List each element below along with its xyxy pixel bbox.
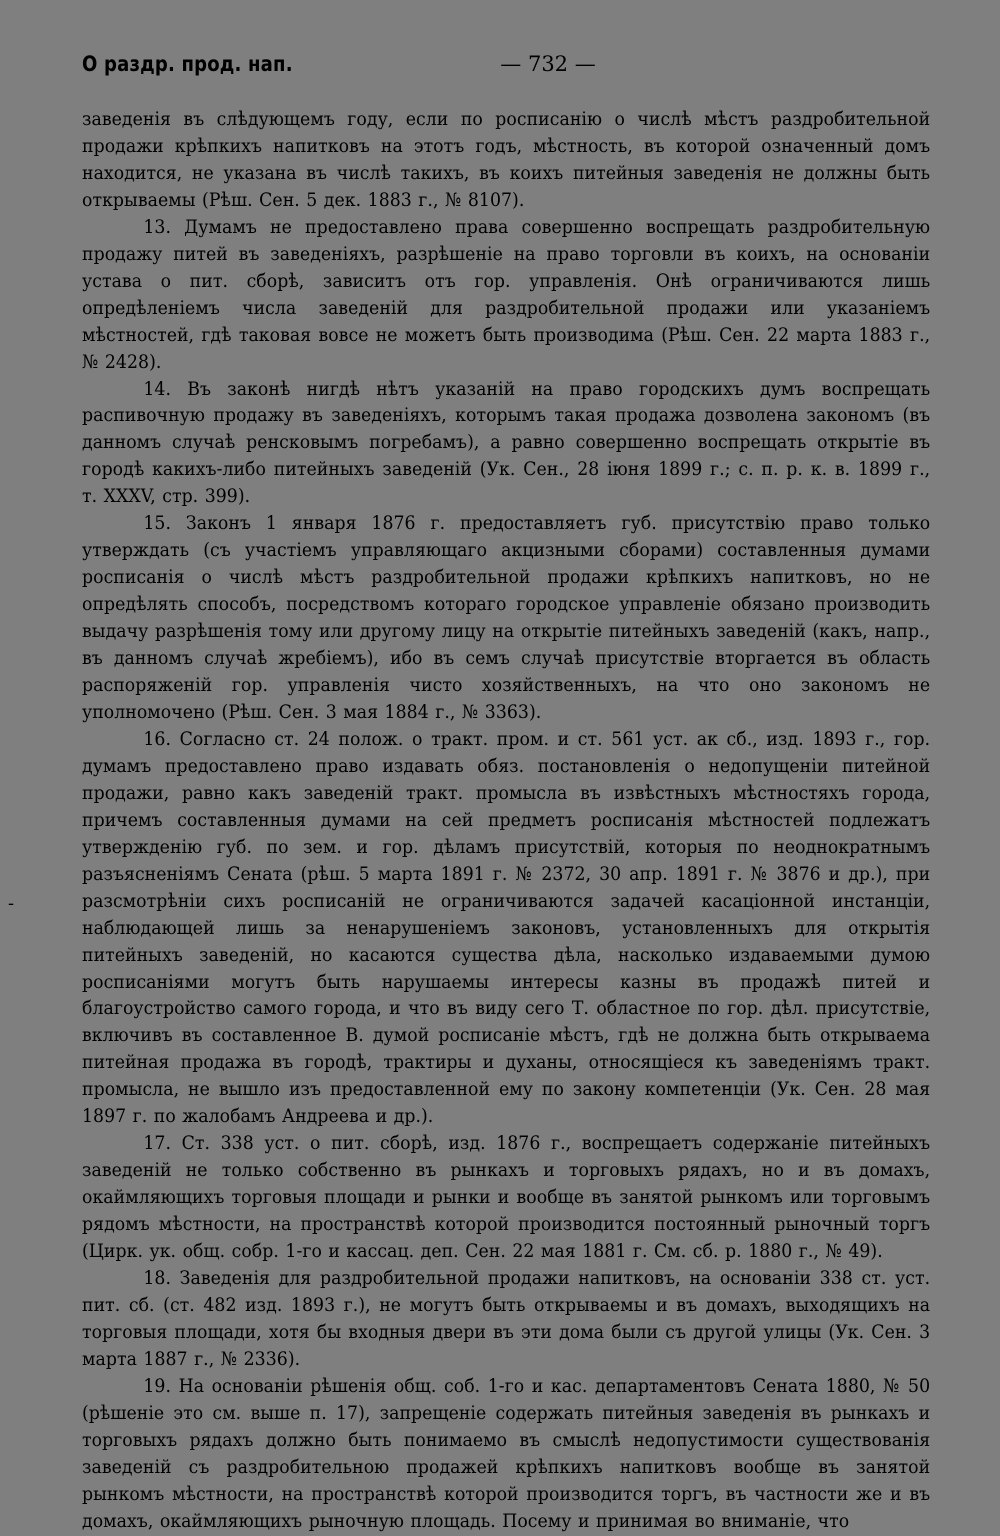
page-number: — 732 — [500, 52, 596, 76]
paragraph-13: 13. Думамъ не предоставлено права совершенно воспрещать раздробительную продажу питей въ заведеніяхъ, разрѣшеніе на право торговли въ коихъ, на основаніи устава о пит. сборѣ, зависитъ отъ гор. управленія. Онѣ ограничиваются лишь опредѣленіемъ числа заведеній для раздробительной продажи или указаніемъ мѣстностей, гдѣ таковая вовсе не можетъ быть производима (Рѣш. Сен. 22 марта 1883 г., № 2428). [82, 216, 931, 373]
paragraph-18: 18. Заведенія для раздробительной продажи напитковъ, на основаніи 338 ст. уст. пит. сб. (ст. 482 изд. 1893 г.), не могутъ быть открываемы и въ домахъ, выходящихъ на торговыя площади, хотя бы входныя двери въ эти дома были съ другой улицы (Ук. Сен. 3 марта 1887 г., № 2336). [82, 1267, 931, 1370]
page-header [82, 52, 928, 84]
page-body [82, 107, 930, 1536]
running-head: О раздр. прод. нап. [82, 52, 293, 76]
paragraph-16: 16. Согласно ст. 24 полож. о тракт. пром. и ст. 561 уст. ак сб., изд. 1893 г., гор. думамъ предоставлено право издавать обяз. постановленія о недопущеніи питейной продажи, равно какъ заведеній тракт. промысла въ извѣстныхъ мѣстностяхъ города, причемъ составленныя думами на сей предметъ росписанія мѣстностей подлежатъ утвержденію губ. по зем. и гор. дѣламъ присутствій, которыя по неоднократнымъ разъясненіямъ Сената (рѣш. 5 марта 1891 г. № 2372, 30 апр. 1891 г. № 3876 и др.), при разсмотрѣніи сихъ росписаній не ограничиваются задачей касаціонной инстанціи, наблюдающей лишь за ненарушеніемъ законовъ, установленныхъ для открытія питейныхъ заведеній, но касаются существа дѣла, насколько издаваемыми думою росписаніями могутъ быть нарушаемы интересы казны въ продажѣ питей и благоустройство самого города, и что въ виду сего Т. областное по гор. дѣл. присутствіе, включивъ въ составленное В. думой росписаніе мѣстъ, гдѣ не должна быть открываема питейная продажа въ городѣ, трактиры и духаны, относящіеся къ заведеніямъ тракт. промысла, не вышло изъ предоставленной ему по закону компетенціи (Ук. Сен. 28 мая 1897 г. по жалобамъ Андреева и др.). [82, 728, 931, 1128]
margin-mark: - [8, 893, 15, 914]
paragraph-15: 15. Законъ 1 января 1876 г. предоставляетъ губ. присутствію право только утверждать (съ участіемъ управляющаго акцизными сборами) составленныя думами росписанія о числѣ мѣстъ раздробительной продажи крѣпкихъ напитковъ, но не опредѣлять способъ, посредствомъ котораго городское управленіе обязано производить выдачу разрѣшенія тому или другому лицу на открытіе питейныхъ заведеній (какъ, напр., въ данномъ случаѣ жребіемъ), ибо въ семъ случаѣ присутствіе вторгается въ область распоряженій гор. управленія чисто хозяйственныхъ, на что оно закономъ не уполномочено (Рѣш. Сен. 3 мая 1884 г., № 3363). [82, 513, 931, 723]
paragraph-17: 17. Ст. 338 уст. о пит. сборѣ, изд. 1876 г., воспрещаетъ содержаніе питейныхъ заведеній не только собственно въ рынкахъ и торговыхъ рядахъ, но и въ домахъ, окаймляющихъ торговыя площади и рынки и вообще въ занятой рынкомъ или торговымъ рядомъ мѣстности, на пространствѣ которой производится постоянный рыночный торгъ (Цирк. ук. общ. собр. 1-го и кассац. деп. Сен. 22 мая 1881 г. См. сб. р. 1880 г., № 49). [82, 1133, 931, 1263]
paragraph-14: 14. Въ законѣ нигдѣ нѣтъ указаній на право городскихъ думъ воспрещать распивочную продажу въ заведеніяхъ, которымъ такая продажа дозволена закономъ (въ данномъ случаѣ ренсковымъ погребамъ), а равно совершенно воспрещать открытіе въ городѣ какихъ-либо питейныхъ заведеній (Ук. Сен., 28 іюня 1899 г.; с. п. р. к. в. 1899 г., т. XXXV, стр. 399). [82, 378, 931, 508]
paragraph-continuation: заведенія въ слѣдующемъ году, если по росписанію о числѣ мѣстъ раздробительной продажи крѣпкихъ напитковъ на этотъ годъ, мѣстность, въ которой означенный домъ находится, не указана въ числѣ такихъ, въ коихъ питейныя заведенія не должны быть открываемы (Рѣш. Сен. 5 дек. 1883 г., № 8107). [82, 109, 931, 211]
paragraph-19: 19. На основаніи рѣшенія общ. соб. 1-го и кас. департаментовъ Сената 1880, № 50 (рѣшеніе это см. выше п. 17), запрещеніе содержать питейныя заведенія въ рынкахъ и торговыхъ рядахъ должно быть понимаемо въ смыслѣ недопустимости существованія заведеній съ раздробительною продажей крѣпкихъ напитковъ вообще въ занятой рынкомъ мѣстности, на пространствѣ которой производится торгъ, въ частности же и въ домахъ, окаймляющихъ рыночную площадь. Посему и принимая во вниманіе, что [82, 1375, 931, 1532]
